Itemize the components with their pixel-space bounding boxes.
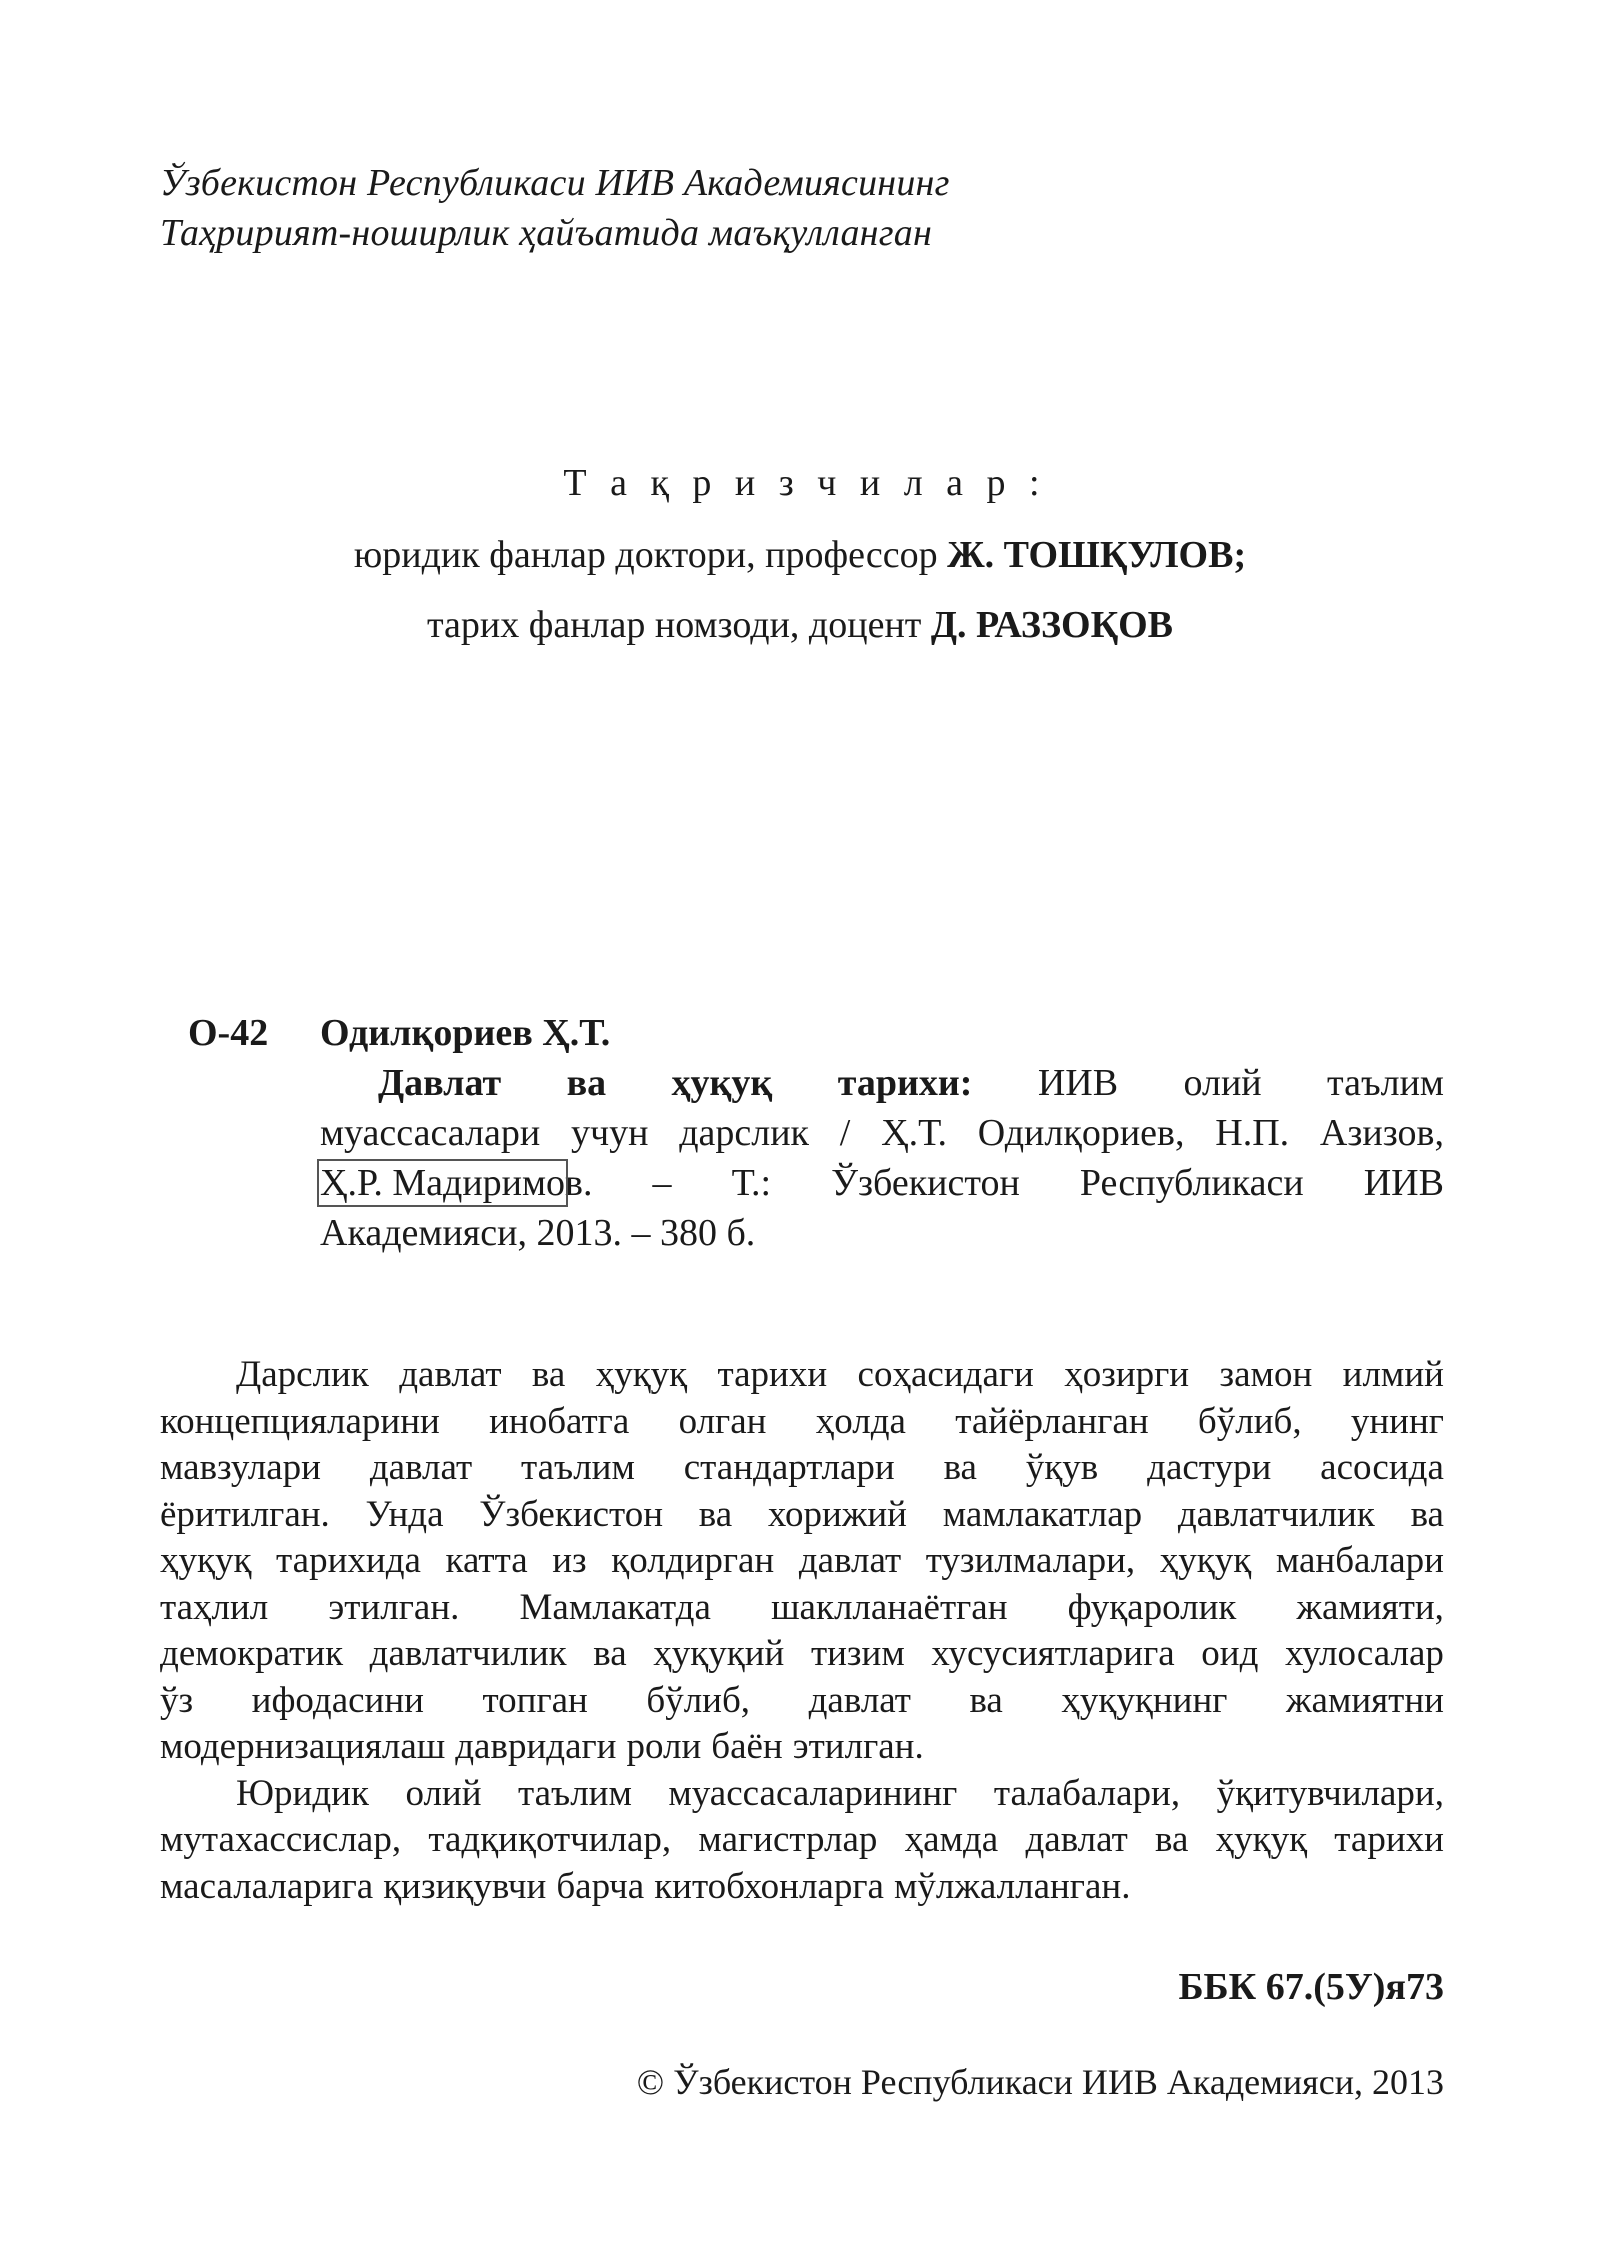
catalog-word: в. — [565, 1162, 593, 1204]
highlighted-author-name: Ҳ.Р. Мадиримо — [320, 1162, 566, 1204]
abstract-word: ҳуқуқ — [1215, 1819, 1308, 1860]
abstract-word: бўлиб, — [646, 1679, 751, 1721]
catalog-word: учун — [570, 1112, 649, 1154]
reviewer-1-name: Ж. ТОШҚУЛОВ; — [947, 534, 1247, 576]
approval-note — [160, 158, 950, 258]
abstract-word: дастури — [1147, 1447, 1272, 1488]
abstract-word: тизим — [810, 1633, 905, 1674]
abstract-word: қолдирган — [611, 1540, 775, 1581]
abstract-word: ва — [943, 1447, 977, 1488]
abstract-word: бўлиб, — [1197, 1400, 1302, 1442]
book-title-word: Давлат — [378, 1062, 502, 1104]
abstract-word: ҳозирги — [1064, 1354, 1190, 1395]
abstract-word: давлат — [808, 1679, 911, 1721]
catalog-author: Одилқориев Ҳ.Т. — [320, 1012, 611, 1054]
abstract-word: ҳолда — [815, 1400, 906, 1442]
abstract-word: стандартлари — [683, 1447, 895, 1488]
catalog-word: ИИВ — [1037, 1062, 1119, 1104]
abstract-line — [160, 1492, 1444, 1539]
catalog-word: дарслик — [679, 1112, 810, 1154]
abstract-word: унинг — [1350, 1400, 1444, 1442]
abstract-word: ўқув — [1025, 1447, 1099, 1488]
abstract-word: китобхонларга — [654, 1865, 884, 1907]
abstract-line — [160, 1352, 1444, 1399]
abstract-word: давлат — [798, 1540, 902, 1581]
abstract-word: тадқиқотчилар, — [428, 1819, 672, 1860]
abstract-word: хусусиятларига — [931, 1633, 1175, 1674]
abstract-word: мамлакатлар — [942, 1493, 1143, 1535]
abstract-word: мутахассислар, — [160, 1819, 402, 1860]
abstract-word: Унда — [365, 1493, 444, 1535]
abstract-word: катта — [445, 1540, 528, 1581]
abstract-word: давлатчилик — [369, 1633, 567, 1674]
abstract-line — [160, 1678, 1444, 1725]
reviewer-1-degree: юридик фанлар доктори, профессор — [353, 534, 948, 576]
approval-line-1: Ўзбекистон Республикаси ИИВ Академиясининг — [160, 162, 950, 204]
catalog-word: Ҳ.Т. — [881, 1112, 947, 1154]
catalog-line-1 — [320, 1058, 1444, 1108]
catalog-word: ИИВ — [1363, 1162, 1444, 1204]
abstract-word: ва — [593, 1633, 627, 1674]
abstract-word: демократик — [160, 1633, 344, 1674]
reviewer-2-degree: тарих фанлар номзоди, доцент — [426, 604, 931, 646]
abstract-word: магистрлар — [698, 1819, 878, 1860]
abstract-word: асосида — [1320, 1447, 1444, 1488]
abstract-word: ёритилган. — [160, 1493, 330, 1535]
abstract-word: таълим — [521, 1447, 635, 1488]
abstract-word: талабалари, — [993, 1772, 1181, 1814]
abstract-word: шаклланаётган — [771, 1586, 1008, 1628]
abstract-word: ҳуқуқ — [595, 1354, 688, 1395]
abstract-word: замон — [1219, 1354, 1313, 1395]
abstract-word: давлат — [399, 1354, 502, 1395]
catalog-line-2 — [320, 1108, 1444, 1158]
catalog-word: / — [839, 1112, 851, 1154]
abstract-word: Юридик — [236, 1772, 369, 1814]
abstract-line — [160, 1585, 1444, 1632]
abstract-word: баён — [711, 1726, 783, 1767]
abstract-line — [160, 1631, 1444, 1678]
catalog-word: Н.П. — [1215, 1112, 1290, 1154]
abstract-word: ҳуқуқий — [653, 1633, 785, 1674]
reviewers-block — [0, 458, 1600, 650]
catalog-description — [320, 1058, 1444, 1258]
book-title-word: ва — [566, 1062, 607, 1104]
abstract-word: из — [552, 1540, 587, 1581]
abstract-word: ҳуқуқнинг — [1061, 1679, 1228, 1721]
catalog-word: олий — [1183, 1062, 1262, 1104]
abstract-line — [160, 1724, 1444, 1771]
abstract-line — [160, 1399, 1444, 1446]
abstract-line — [160, 1445, 1444, 1492]
abstract-text — [160, 1352, 1444, 1910]
abstract-word: барча — [556, 1865, 645, 1907]
catalog-line-4: Академияси, 2013. – 380 б. — [320, 1212, 756, 1254]
abstract-word: олий — [405, 1772, 482, 1814]
abstract-word: тузилмалари, — [925, 1540, 1136, 1581]
catalog-word: Одилқориев, — [977, 1112, 1185, 1154]
bbk-code: ББК 67.(5У)я73 — [1178, 1966, 1444, 2008]
abstract-word: таълим — [518, 1772, 632, 1814]
catalog-word: – — [652, 1162, 672, 1204]
abstract-word: давлат — [369, 1447, 473, 1488]
catalog-word: таълим — [1327, 1062, 1444, 1104]
abstract-word: илмий — [1342, 1354, 1444, 1395]
catalog-word: Республикаси — [1079, 1162, 1304, 1204]
abstract-word: соҳасидаги — [857, 1354, 1034, 1395]
catalog-line-3 — [320, 1158, 1444, 1208]
abstract-word: хорижий — [767, 1493, 907, 1535]
abstract-word: модернизациялаш — [160, 1726, 446, 1767]
abstract-word: инобатга — [489, 1400, 630, 1442]
abstract-word: этилган. — [328, 1586, 460, 1628]
abstract-word: ҳуқуқ — [1159, 1540, 1252, 1581]
abstract-word: фуқаролик — [1067, 1586, 1237, 1628]
abstract-word: ва — [1155, 1819, 1189, 1860]
abstract-line — [160, 1771, 1444, 1818]
abstract-word: ўқитувчилари, — [1216, 1772, 1444, 1814]
abstract-word: қизиқувчи — [383, 1865, 547, 1907]
catalog-word: Ўзбекистон — [831, 1162, 1020, 1204]
copyright-notice: © Ўзбекистон Республикаси ИИВ Академияси, 2013 — [636, 2062, 1444, 2102]
author-name-group — [320, 1158, 593, 1208]
reviewer-2-name: Д. РАЗЗОҚОВ — [930, 604, 1174, 646]
abstract-word: концепцияларини — [160, 1400, 440, 1442]
abstract-word: тарихи — [717, 1354, 828, 1395]
abstract-word: жамияти, — [1296, 1586, 1444, 1628]
catalog-word: муассасалари — [320, 1112, 541, 1154]
abstract-word: топган — [482, 1679, 588, 1721]
abstract-line — [160, 1817, 1444, 1864]
abstract-word: масалаларига — [160, 1865, 374, 1907]
abstract-word: давлатчилик — [1177, 1493, 1375, 1535]
abstract-word: муассасаларининг — [668, 1772, 958, 1814]
approval-line-2: Таҳририят-ноширлик ҳайъатида маъқулланган — [160, 212, 933, 254]
abstract-word: таҳлил — [160, 1586, 269, 1628]
catalog-code: О-42 — [188, 1012, 269, 1054]
abstract-word: мўлжалланган. — [893, 1865, 1131, 1907]
abstract-word: давридаги — [455, 1726, 617, 1767]
abstract-word: ифодасини — [251, 1679, 424, 1721]
abstract-word: тайёрланган — [955, 1400, 1149, 1442]
abstract-word: ва — [1410, 1493, 1444, 1535]
abstract-word: манбалари — [1275, 1540, 1444, 1581]
abstract-word: олган — [678, 1400, 767, 1442]
abstract-word: ва — [698, 1493, 733, 1535]
catalog-word: Азизов, — [1319, 1112, 1444, 1154]
abstract-word: роли — [626, 1726, 702, 1767]
abstract-line — [160, 1864, 1444, 1911]
book-title-word: ҳуқуқ — [671, 1062, 773, 1104]
catalog-word: Т.: — [731, 1162, 772, 1204]
abstract-word: ҳуқуқ — [160, 1540, 252, 1581]
abstract-word: Дарслик — [236, 1354, 369, 1395]
abstract-word: хулосалар — [1285, 1633, 1444, 1674]
abstract-word: мавзулари — [160, 1447, 321, 1488]
abstract-line — [160, 1538, 1444, 1585]
reviewer-2 — [0, 600, 1600, 650]
abstract-word: тарихи — [1334, 1819, 1444, 1860]
abstract-word: ва — [531, 1354, 566, 1395]
abstract-word: ҳамда — [904, 1819, 999, 1860]
abstract-word: давлат — [1025, 1819, 1128, 1860]
abstract-word: ўз — [160, 1679, 194, 1721]
book-title-word: тарихи: — [837, 1062, 973, 1104]
reviewer-1 — [0, 530, 1600, 580]
abstract-word: этилган. — [792, 1726, 924, 1767]
abstract-word: ва — [969, 1679, 1003, 1721]
abstract-word: Мамлакатда — [519, 1586, 711, 1628]
abstract-word: оид — [1201, 1633, 1259, 1674]
abstract-word: тарихида — [276, 1540, 421, 1581]
abstract-word: жамиятни — [1285, 1679, 1444, 1721]
abstract-word: Ўзбекистон — [479, 1493, 664, 1535]
reviewers-title: Т а қ р и з ч и л а р : — [563, 462, 1047, 504]
